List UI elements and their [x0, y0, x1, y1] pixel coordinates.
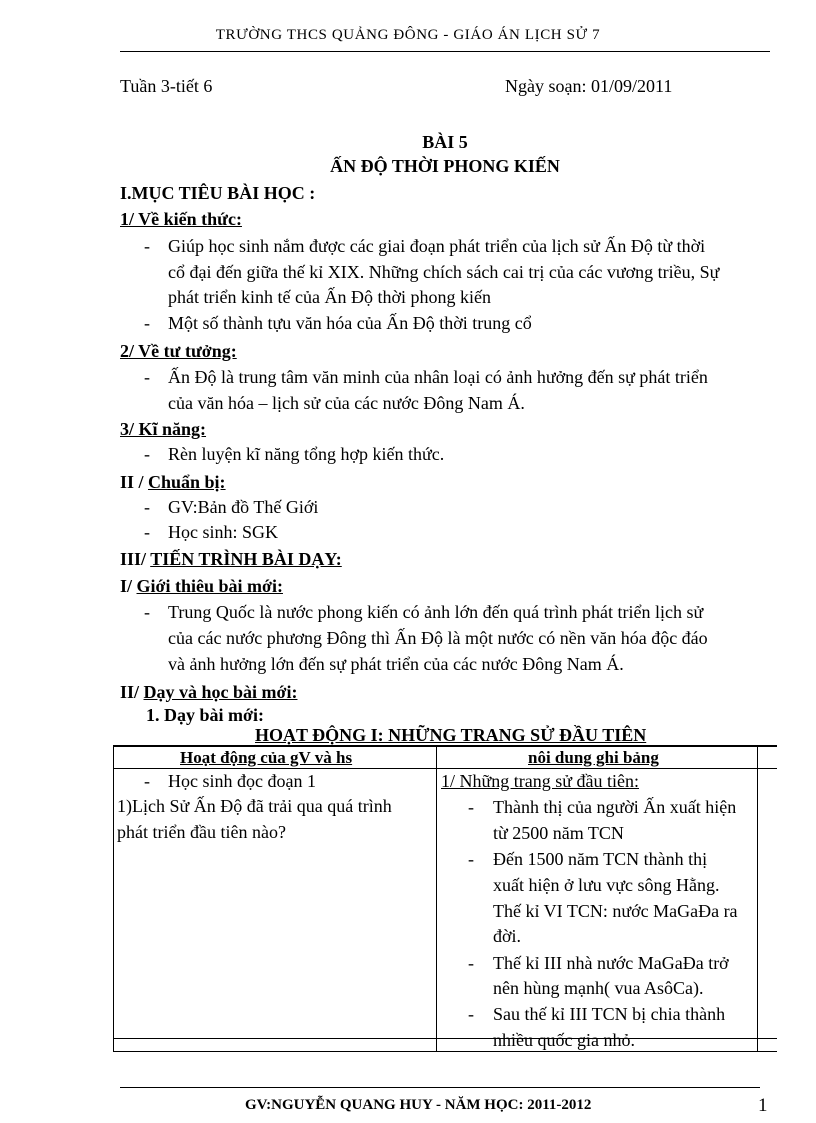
table-col2-line: Thế kỉ VI TCN: nước MaGaĐa ra	[493, 901, 738, 921]
intro-line: của các nước phương Đông thì Ấn Độ là một nước có nền văn hóa độc đáo	[168, 628, 708, 648]
intro-line: Trung Quốc là nước phong kiến có ảnh lớn đến quá trình phát triển lịch sử	[168, 602, 704, 622]
bullet-dash: -	[468, 1004, 474, 1024]
preparation-item: Học sinh: SGK	[168, 522, 279, 542]
page-footer: GV:NGUYỄN QUANG HUY - NĂM HỌC: 2011-2012	[245, 1097, 592, 1113]
bullet-dash: -	[144, 497, 150, 517]
thought-line: của văn hóa – lịch sử của các nước Đông Nam Á.	[168, 393, 525, 413]
table-top-rule	[113, 745, 777, 747]
intro-line: và ảnh hưởng lớn đến sự phát triển của các nước Đông Nam Á.	[168, 654, 624, 674]
skills-heading: 3/ Kĩ năng:	[120, 419, 207, 439]
table-column-divider	[436, 745, 437, 1052]
table-col2-line: nên hùng mạnh( vua AsôCa).	[493, 978, 704, 998]
preparation-heading: II / Chuẩn bị:	[120, 472, 226, 492]
knowledge-line: phát triển kinh tế của Ấn Độ thời phong kiến	[168, 287, 491, 307]
week-label: Tuần 3-tiết 6	[120, 76, 213, 96]
table-col2-line: đời.	[493, 926, 522, 946]
procedure-heading: III/ TIẾN TRÌNH BÀI DẠY:	[120, 549, 342, 569]
teach-subheading: 1. Dạy bài mới:	[146, 705, 264, 725]
thought-line: Ấn Độ là trung tâm văn minh của nhân loại có ảnh hưởng đến sự phát triển	[168, 367, 708, 387]
knowledge-heading: 1/ Về kiến thức:	[120, 209, 242, 229]
knowledge-line: cổ đại đến giữa thế kỉ XIX. Những chích sách cai trị của các vương triều, Sự	[168, 262, 720, 282]
footer-rule	[120, 1087, 760, 1088]
bullet-dash: -	[144, 522, 150, 542]
bullet-dash: -	[144, 313, 150, 333]
bullet-dash: -	[468, 797, 474, 817]
preparation-item: GV:Bản đồ Thế Giới	[168, 497, 319, 517]
table-header-rule	[113, 768, 777, 769]
table-col2-heading: 1/ Những trang sử đầu tiên:	[441, 771, 639, 791]
intro-heading: I/ Giới thiêu bài mới:	[120, 576, 283, 596]
table-col2-line: Sau thế kỉ III TCN bị chia thành	[493, 1004, 726, 1024]
lesson-number: BÀI 5	[422, 132, 468, 152]
skills-line: Rèn luyện kĩ năng tổng hợp kiến thức.	[168, 444, 445, 464]
header-rule	[120, 51, 770, 52]
bullet-dash: -	[144, 771, 150, 791]
page-number: 1	[758, 1095, 768, 1116]
activity-title: HOẠT ĐỘNG I: NHỮNG TRANG SỬ ĐẦU TIÊN	[255, 725, 647, 745]
bullet-dash: -	[144, 444, 150, 464]
table-col2-line: Đến 1500 năm TCN thành thị	[493, 849, 708, 869]
bullet-dash: -	[144, 236, 150, 256]
bullet-dash: -	[468, 953, 474, 973]
lesson-title: ẤN ĐỘ THỜI PHONG KIẾN	[330, 156, 560, 176]
table-col1-header: Hoạt động của gV và hs	[180, 748, 353, 767]
table-col1-question: 1)Lịch Sử Ấn Độ đã trải qua quá trình	[117, 796, 392, 816]
table-right-border	[757, 745, 758, 1052]
table-col1-question: phát triển đầu tiên nào?	[117, 822, 286, 842]
bullet-dash: -	[144, 602, 150, 622]
bullet-dash: -	[468, 849, 474, 869]
table-left-border	[113, 745, 114, 1052]
table-col2-line: nhiều quốc gia nhỏ.	[493, 1030, 635, 1050]
table-col2-line: Thành thị của người Ấn xuất hiện	[493, 797, 737, 817]
date-label: Ngày soạn: 01/09/2011	[505, 76, 673, 96]
teach-heading: II/ Dạy và học bài mới:	[120, 682, 298, 702]
table-bottom-rule	[113, 1038, 777, 1039]
page-header: TRƯỜNG THCS QUẢNG ĐÔNG - GIÁO ÁN LỊCH SỬ 7	[215, 27, 601, 43]
knowledge-line: Một số thành tựu văn hóa của Ấn Độ thời trung cổ	[168, 313, 532, 333]
table-col2-line: xuất hiện ở lưu vực sông Hằng.	[493, 875, 720, 895]
table-col2-line: Thế kỉ III nhà nước MaGaĐa trở	[493, 953, 729, 973]
bullet-dash: -	[144, 367, 150, 387]
table-col1-item: Học sinh đọc đoạn 1	[168, 771, 316, 791]
table-col2-line: từ 2500 năm TCN	[493, 823, 624, 843]
table-col2-header: nôi dung ghi bảng	[528, 748, 659, 767]
thought-heading: 2/ Về tư tưởng:	[120, 341, 237, 361]
knowledge-line: Giúp học sinh nắm được các giai đoạn phát triển của lịch sử Ấn Độ từ thời	[168, 236, 706, 256]
table-bottom-rule-2	[113, 1051, 777, 1052]
section-objectives-heading: I.MỤC TIÊU BÀI HỌC :	[120, 183, 316, 203]
